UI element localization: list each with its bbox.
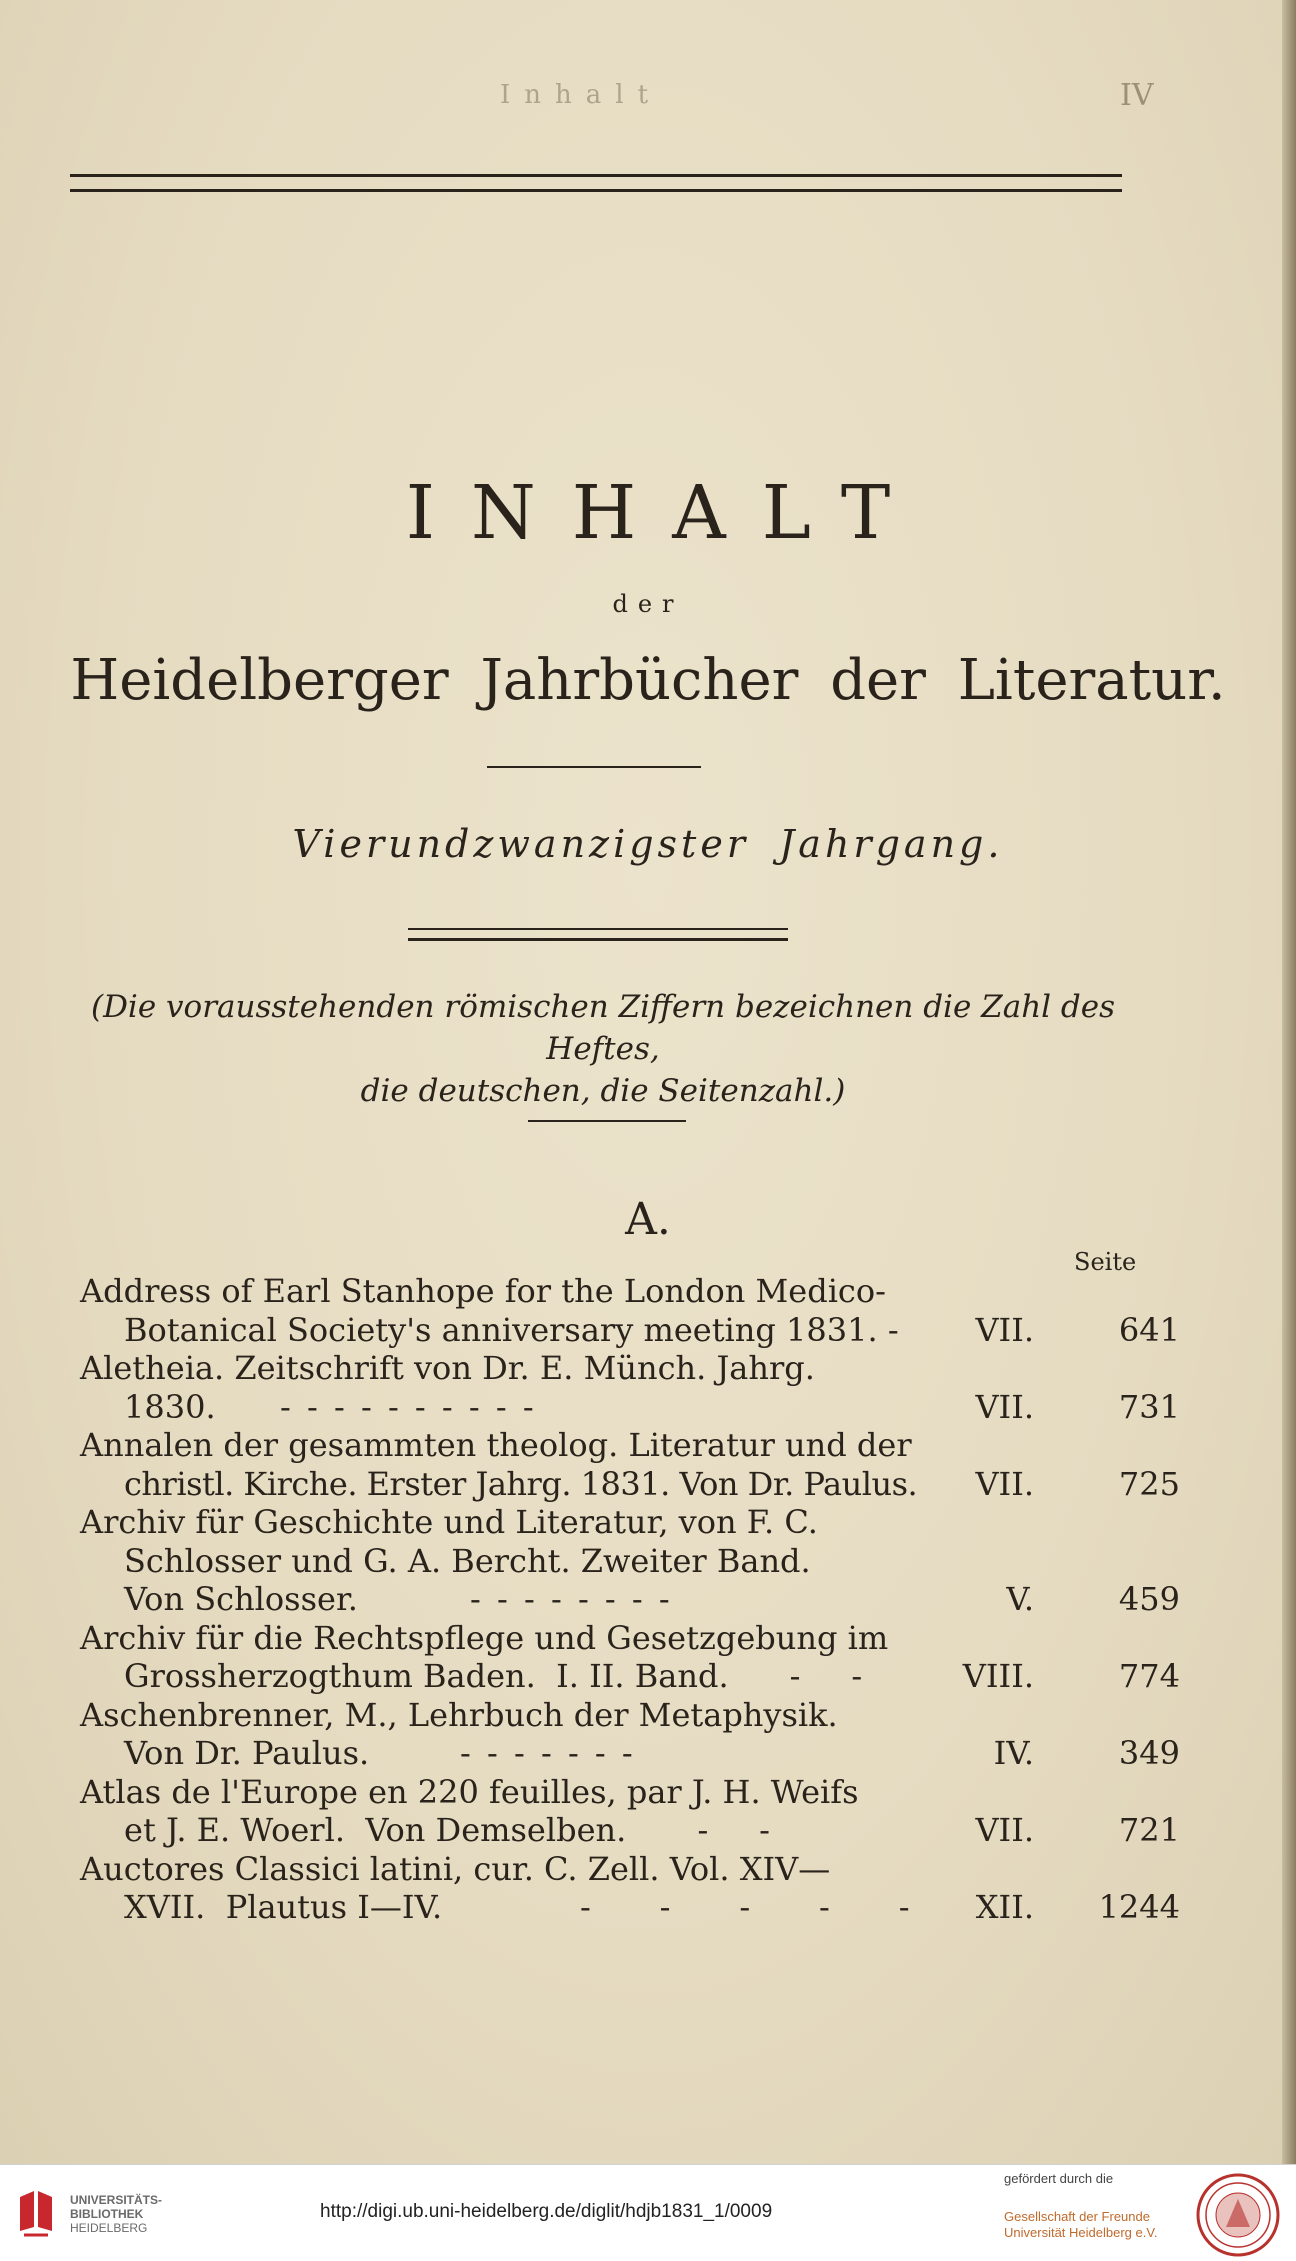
library-logo-icon [14, 2187, 58, 2239]
leader-dashes: - - - - - - - [460, 1734, 636, 1772]
sponsor-label: gefördert durch die [1004, 2171, 1114, 2186]
journal-title: Heidelberger Jahrbücher der Literatur. [70, 648, 1226, 713]
entry-line: Annalen der gesammten theolog. Literatur und der [80, 1426, 912, 1464]
leader-dashes: - - - - - - - - - - [280, 1387, 537, 1426]
entry-line [80, 1657, 1180, 1696]
entry-line: Aschenbrenner, M., Lehrbuch der Metaphysik. [80, 1695, 838, 1734]
entry-text: et J. E. Woerl. Von Demselben. - - [124, 1811, 770, 1849]
page-number: 731 [1118, 1387, 1180, 1426]
issue-number: VII. [975, 1464, 1034, 1503]
library-name [70, 2193, 162, 2235]
permalink-url[interactable]: http://digi.ub.uni-heidelberg.de/diglit/hdjb1831_1/0009 [320, 2201, 773, 2222]
bleed-through-running-head [0, 78, 1296, 118]
page-number: 774 [1118, 1657, 1180, 1695]
page-number: 459 [1118, 1580, 1180, 1618]
short-rule [487, 766, 701, 768]
sponsor-name-line: Universität Heidelberg e.V. [1004, 2225, 1158, 2240]
running-head-ghost: Inhalt [500, 80, 663, 110]
entry-text: Von Schlosser. [124, 1580, 358, 1618]
issue-number: VIII. [962, 1657, 1034, 1695]
entry-text: Grossherzogthum Baden. I. II. Band. - - [124, 1657, 863, 1695]
short-rule [528, 1120, 686, 1122]
page-column-header: Seite [1074, 1248, 1137, 1276]
leader-dashes: - - - - - [580, 1888, 913, 1926]
jahrgang-heading: Vierundzwanzigster Jahrgang. [292, 822, 1004, 866]
index-entry [80, 1272, 1180, 1349]
entry-line: Aletheia. Zeitschrift von Dr. E. Münch. Jahrg. [80, 1349, 815, 1387]
double-rule [408, 928, 788, 941]
sponsor-name [1004, 2209, 1157, 2241]
sponsor-name-line: Gesellschaft der Freunde [1004, 2209, 1150, 2224]
entry-line [80, 1888, 1180, 1927]
entry-text: Botanical Society's anniversary meeting 1831. - [124, 1310, 899, 1349]
explanatory-note [60, 986, 1146, 1112]
entry-line [80, 1734, 1180, 1773]
entry-line: Address of Earl Stanhope for the London Medico- [80, 1272, 886, 1310]
note-line: die deutschen, die Seitenzahl.) [360, 1073, 846, 1109]
entry-line [80, 1811, 1180, 1850]
top-double-rule [70, 174, 1122, 192]
page-edge [1282, 0, 1296, 2164]
index-entry [80, 1773, 1180, 1850]
leader-dashes: - - - - - - - - [470, 1580, 673, 1618]
entry-line: Schlosser und G. A. Bercht. Zweiter Band. [124, 1541, 811, 1580]
entry-line: Atlas de l'Europe en 220 feuilles, par J. H. Weifs [80, 1772, 859, 1811]
issue-number: V. [1006, 1580, 1034, 1618]
page-number: 721 [1118, 1811, 1180, 1849]
index-entry [80, 1696, 1180, 1773]
page-number: 641 [1118, 1310, 1180, 1349]
running-head-volume: IV [1120, 78, 1154, 113]
entry-text: 1830. [124, 1387, 216, 1426]
index-entry [80, 1426, 1180, 1503]
title-der: der [612, 590, 684, 618]
page-title: INHALT [405, 470, 927, 556]
issue-number: VII. [975, 1811, 1034, 1849]
entry-line: Archiv für die Rechtspflege und Gesetzgebung im [80, 1618, 889, 1657]
index-entries [80, 1272, 1180, 1927]
entry-text: XVII. Plautus I—IV. [124, 1888, 443, 1926]
index-entry [80, 1850, 1180, 1927]
entry-line: Auctores Classici latini, cur. C. Zell. Vol. XIV— [80, 1849, 831, 1888]
issue-number: IV. [993, 1734, 1034, 1772]
index-entry [80, 1349, 1180, 1426]
digitization-footer [0, 2164, 1296, 2261]
index-entry [80, 1503, 1180, 1619]
page-number: 725 [1118, 1464, 1180, 1503]
entry-line [80, 1388, 1180, 1427]
page-number: 1244 [1098, 1888, 1180, 1926]
entry-line [80, 1311, 1180, 1350]
note-line: (Die vorausstehenden römischen Ziffern bezeichnen die Zahl des Heftes, [90, 989, 1116, 1067]
section-letter: A. [625, 1194, 671, 1245]
issue-number: VII. [975, 1310, 1034, 1349]
page-number: 349 [1118, 1734, 1180, 1772]
entry-line: Archiv für Geschichte und Literatur, von F. C. [80, 1503, 818, 1541]
entry-text: Von Dr. Paulus. [124, 1734, 370, 1772]
entry-line [80, 1465, 1180, 1504]
index-entry [80, 1619, 1180, 1696]
issue-number: XII. [975, 1888, 1034, 1926]
library-name-line: HEIDELBERG [70, 2221, 148, 2235]
issue-number: VII. [975, 1387, 1034, 1426]
entry-text: christl. Kirche. Erster Jahrg. 1831. Von Dr. Paulus. [124, 1464, 918, 1503]
entry-line [80, 1580, 1180, 1619]
library-name-line: BIBLIOTHEK [70, 2207, 144, 2221]
library-name-line: UNIVERSITÄTS- [70, 2193, 163, 2207]
university-seal-icon [1196, 2173, 1280, 2257]
